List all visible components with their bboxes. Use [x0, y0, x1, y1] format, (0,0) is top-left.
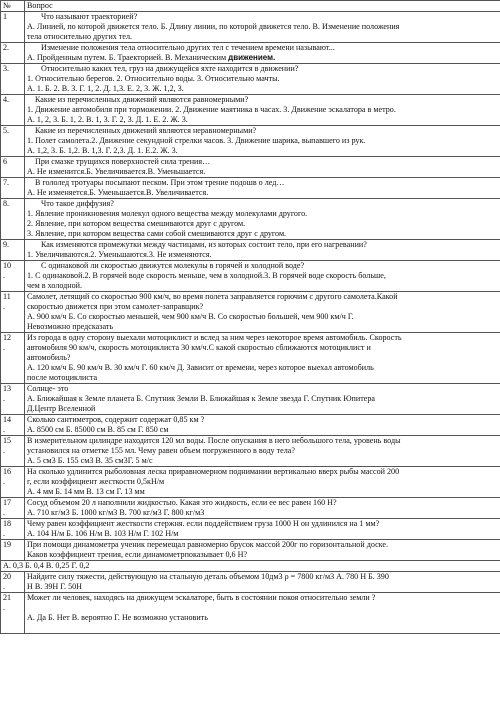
- answer-line: 1. Относительно берегов. 2. Относительно воды. 3. Относительно мачты.: [27, 74, 280, 83]
- answer-line: автомобиль?: [27, 353, 71, 362]
- answer-line: А. Не изменится.Б. Увеличивается.В. Уменьшается.: [27, 167, 206, 176]
- question-text: Какие из перечисленных движений являются равномерными?: [35, 95, 249, 104]
- answer-line: автомобиля 90 км/ч, скорость мотоциклиста 30 км/ч.С какой скоростью сближаются мотоциклист и: [27, 343, 371, 352]
- question-cell: [25, 415, 500, 436]
- question-number: 16 .: [1, 467, 25, 498]
- question-text: На сколько удлинится рыболовная леска приравномерном поднимании вертикально вверх рыбы массой 200: [27, 467, 400, 476]
- answer-line: А. 5 см3 Б. 155 см3 В. 35 см3Г. 5 м/с: [27, 456, 153, 465]
- table-row-spanning: [1, 561, 500, 572]
- question-cell: [25, 199, 500, 240]
- question-text: Солнце- это: [27, 384, 69, 393]
- answer-line: [27, 603, 498, 613]
- table-row: [1, 519, 500, 540]
- answer-line: [27, 623, 498, 633]
- answer-text: А. Пройденным путем. Б. Траекторией. В. Механическим: [27, 53, 227, 62]
- question-number: 19: [1, 540, 25, 561]
- answer-line: после мотоциклиста: [27, 373, 98, 382]
- answer-line: А. Да Б. Нет В. вероятно Г. Не возможно установить: [27, 613, 208, 622]
- table-row: [1, 415, 500, 436]
- question-cell: [25, 292, 500, 333]
- question-cell: [25, 95, 500, 126]
- question-cell: [25, 64, 500, 95]
- answer-line: А. 104 Н/м Б. 106 Н/м В. 103 Н/м Г. 102 Н/м: [27, 529, 179, 538]
- question-text: Сколько сантиметров, содержит содержат 0,85 км ?: [27, 415, 205, 424]
- question-number: 12 .: [1, 333, 25, 384]
- question-text: Может ли человек, находясь на движущем эскалаторе, быть в состоянии покоя относительно земли ?: [27, 593, 376, 602]
- table-row: [1, 12, 500, 43]
- question-cell: [25, 467, 500, 498]
- question-text: Изменение положения тела относительно других тел с течением времени называют...: [41, 43, 335, 52]
- question-number: 18 .: [1, 519, 25, 540]
- question-text: Из города в одну сторону выехали мотоциклист и вслед за ним через некоторое время автомобиль. Скорость: [27, 333, 402, 342]
- table-row: [1, 436, 500, 467]
- question-cell: [25, 540, 500, 561]
- question-number: 2.: [1, 43, 25, 64]
- question-cell: [25, 261, 500, 292]
- question-number: 10 .: [1, 261, 25, 292]
- question-text: Что называют траекторией?: [41, 12, 138, 21]
- answer-line: чем в холодной.: [27, 281, 83, 290]
- answer-line: А. Не изменяется.Б. Уменьшается.В. Увеличивается.: [27, 188, 209, 197]
- question-text: Как изменяются промежутки между частицами, из которых состоит тело, при его нагревании?: [41, 240, 367, 249]
- question-cell: [25, 436, 500, 467]
- answer-line: [27, 53, 498, 63]
- answer-line: 1. Полет самолета.2. Движение секундной стрелки часов. 3. Движение шарика, выпавшего из рук.: [27, 136, 366, 145]
- question-number: 9.: [1, 240, 25, 261]
- table-row: [1, 467, 500, 498]
- table-row: [1, 593, 500, 634]
- answer-line: А. 1,2, 3. Б. 1,2. В. 1,3. Г. 2,3. Д. 1. Е.2. Ж. 3.: [27, 146, 178, 155]
- header-number: №: [1, 1, 25, 12]
- answer-line: А. 1. Б. 2. В. 3. Г. 1, 2. Д. 1,3. Е. 2, 3. Ж. 1,2, 3.: [27, 84, 184, 93]
- question-number: 5.: [1, 126, 25, 157]
- question-cell: [25, 593, 500, 634]
- answer-line: скоростью движется при этом самолет-заправщик?: [27, 302, 204, 311]
- table-row: [1, 292, 500, 333]
- question-text: Самолет, летящий со скоростью 900 км/ч, во время полета заправляется горючим с другого самолета.Какой: [27, 292, 398, 301]
- question-text: При помощи динамометра ученик перемещал равномерно брусок массой 200г по горизонтальной доске.: [27, 540, 389, 549]
- answer-line: 1. Явление проникновения молекул одного вещества между молекулами другого.: [27, 209, 308, 218]
- answer-line: тела относительно других тел.: [27, 32, 133, 41]
- question-cell: [25, 240, 500, 261]
- question-rows: [1, 12, 500, 634]
- question-text: Сосуд объемом 20 л наполнили жидкостью. Какая это жидкость, если ее вес равен 160 Н?: [27, 498, 337, 507]
- question-text: В измерительном цилиндре находится 120 мл воды. После опускания в него небольшого тела, уровень воды: [27, 436, 401, 445]
- question-number: 1: [1, 12, 25, 43]
- question-cell: [25, 384, 500, 415]
- answer-line: А. 120 км/ч Б. 90 км/ч В. 30 км/ч Г. 60 км/ч Д. Зависит от времени, через которое выехал автомобиль: [27, 363, 374, 372]
- question-cell: [25, 519, 500, 540]
- answer-line: 1. Увеличиваются.2. Уменьшаются.3. Не изменяются.: [27, 250, 212, 259]
- question-number: 11 .: [1, 292, 25, 333]
- table-row: [1, 498, 500, 519]
- question-text: Чему равен коэффициент жесткости стержня. если поддействием груза 1000 Н он удлинился на 1 мм?: [27, 519, 380, 528]
- answer-line: А. 1, 2, 3. Б. 1, 2. В. 1, 3. Г. 2, 3. Д. 1. Е. 2. Ж. 3.: [27, 115, 188, 124]
- question-number: 20 .: [1, 572, 25, 593]
- answer-line: Невозможно предсказать: [27, 322, 114, 331]
- answer-line: 3. Явление, при котором вещества сами собой смешиваются друг с другом.: [27, 229, 287, 238]
- question-cell: [25, 43, 500, 64]
- table-row: [1, 95, 500, 126]
- table-row: [1, 333, 500, 384]
- question-number: 15 .: [1, 436, 25, 467]
- answer-options-spanning: А. 0,3 Б. 0,4 В. 0,25 Г. 0,2: [1, 561, 500, 572]
- table-row: [1, 384, 500, 415]
- question-cell: [25, 126, 500, 157]
- table-header-row: [1, 1, 500, 12]
- question-number: 7.: [1, 178, 25, 199]
- question-number: 17 .: [1, 498, 25, 519]
- question-number: 3.: [1, 64, 25, 95]
- answer-line: г, если коэффициент жесткости 0,5кН/м: [27, 477, 165, 486]
- answer-line: Н В. 39Н Г. 50Н: [27, 582, 83, 591]
- question-text: Найдите силу тяжести, действующую на стальную деталь объемом 10дм3 ρ = 7800 кг/м3 А. 780 Н Б. 390: [27, 572, 389, 581]
- question-number: 14 .: [1, 415, 25, 436]
- question-number: 4.: [1, 95, 25, 126]
- table-row: [1, 126, 500, 157]
- answer-line: 2. Явление, при котором вещества смешиваются друг с другом.: [27, 219, 246, 228]
- answer-line: 1. Движение автомобиля при торможении. 2. Движение маятника в часах. 3. Движение эскалатора в метро.: [27, 105, 396, 114]
- question-cell: [25, 178, 500, 199]
- question-text: Относительно каких тел, груз на движущейся яхте находится в движении?: [41, 64, 299, 73]
- table-row: [1, 540, 500, 561]
- question-number: 13 .: [1, 384, 25, 415]
- question-text: С одинаковой ли скоростью движутся молекулы в горячей и холодной воде?: [41, 261, 305, 270]
- question-cell: [25, 333, 500, 384]
- answer-line: 1. С одинаковой.2. В горячей воде скорость меньше, чем в холодной.3. В горячей воде скорость больше,: [27, 271, 386, 280]
- question-cell: [25, 498, 500, 519]
- question-cell: [25, 12, 500, 43]
- answer-line: А. 900 км/ч Б. Со скоростью меньшей, чем 900 км/ч В. Со скоростью большей, чем 900 км/ч Г.: [27, 312, 354, 321]
- answer-line: А. 710 кг/м3 Б. 1000 кг/м3 В. 700 кг/м3 Г. 800 кг/м3: [27, 508, 205, 517]
- question-number: 6: [1, 157, 25, 178]
- table-row: [1, 64, 500, 95]
- answer-line: А. Линией, по которой движется тело. Б. Длину линии, по которой движется тело. В. Изменение положения: [27, 22, 400, 31]
- table-row: [1, 43, 500, 64]
- table-row: [1, 240, 500, 261]
- answer-line: А. 8500 см Б. 85000 см В. 85 см Г. 850 см: [27, 425, 169, 434]
- answer-line: установился на отметке 155 мл. Чему равен объем погруженного в воду тела?: [27, 446, 295, 455]
- question-number: 21 .: [1, 593, 25, 634]
- table-row: [1, 199, 500, 240]
- answer-line: А. Ближайшая к Земле планета Б. Спутник Земли В. Ближайшая к Земле звезда Г. Спутник Юпитера: [27, 394, 375, 403]
- question-number: 8.: [1, 199, 25, 240]
- question-text: Какие из перечисленных движений являются неравномерными?: [35, 126, 257, 135]
- answer-line: Д.Центр Вселенной: [27, 404, 96, 413]
- answer-line: А. 4 мм Б. 14 мм В. 13 см Г. 13 мм: [27, 487, 145, 496]
- table-row: [1, 178, 500, 199]
- answer-line: Каков коэффициент трения, если динамометрпоказывает 0,6 Н?: [27, 550, 248, 559]
- table-row: [1, 572, 500, 593]
- question-text: При смазке трущихся поверхностей сила трения…: [35, 157, 211, 166]
- question-text: В гололед тротуары посыпают песком. При этом трение подошв о лед…: [35, 178, 285, 187]
- question-text: Что такое диффузия?: [41, 199, 114, 208]
- answer-emphasis: движением.: [228, 53, 276, 62]
- question-cell: [25, 572, 500, 593]
- question-cell: [25, 157, 500, 178]
- table-row: [1, 261, 500, 292]
- header-question: Вопрос: [25, 1, 500, 12]
- table-row: [1, 157, 500, 178]
